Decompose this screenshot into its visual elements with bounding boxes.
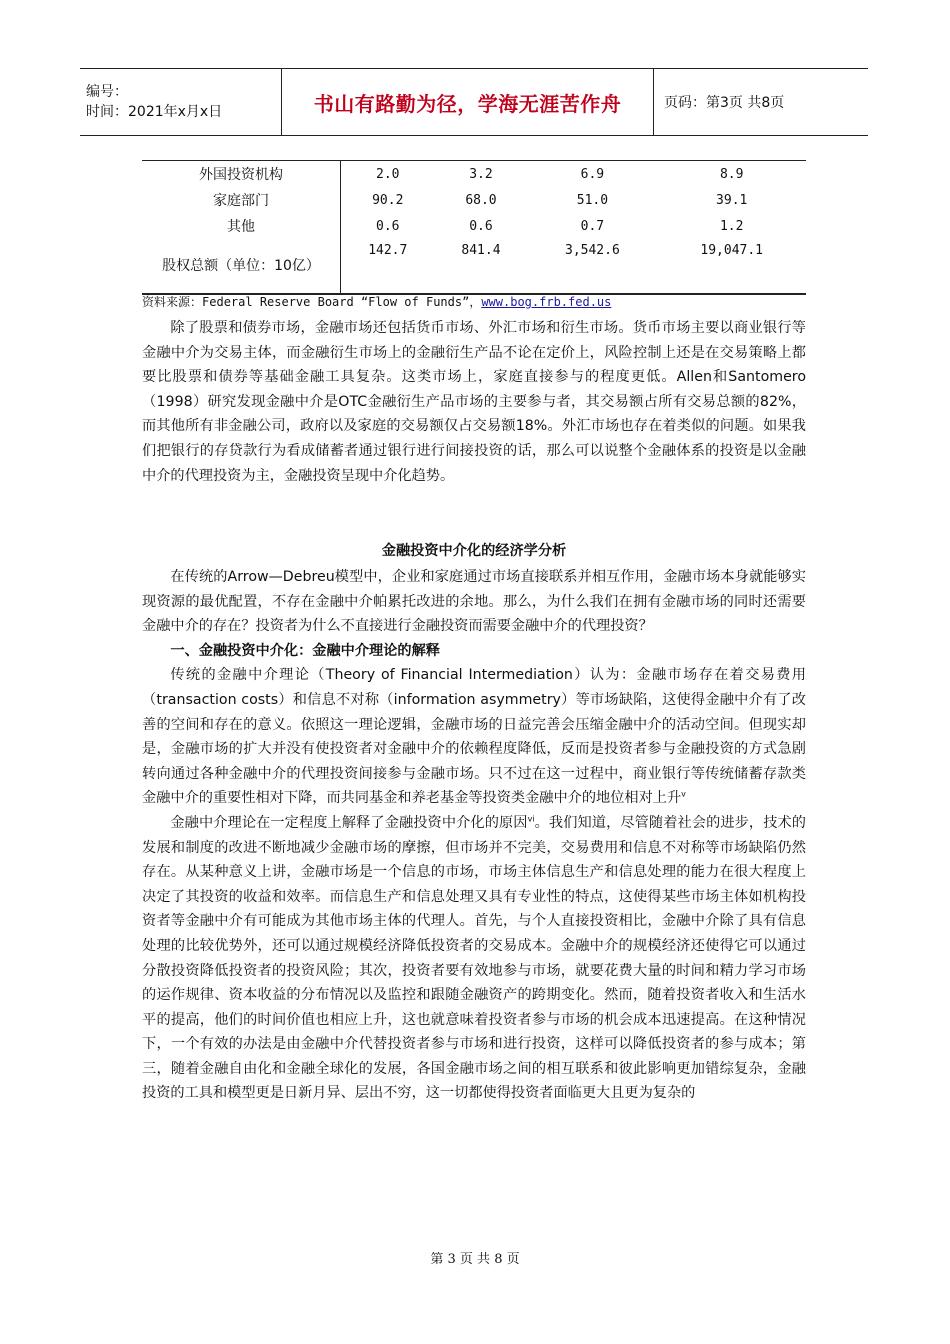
table-cell: 68.0: [465, 192, 497, 208]
table-row: [142, 161, 806, 188]
paragraph: 在传统的Arrow—Debreu模型中，企业和家庭通过市场直接联系并相互作用，金融市场本身就能够实现资源的最优配置，不存在金融中介帕累托改进的余地。那么，为什么我们在拥有金融市场的同时还需要金融中介的存在？投资者为什么不直接进行金融投资而需要金融中介的代理投资？: [142, 569, 806, 635]
equity-holdings-table: [142, 160, 806, 295]
table-cell: 3,542.6: [527, 239, 657, 294]
table-cell: 1.2: [719, 218, 744, 234]
table-cell: 6.9: [527, 161, 657, 188]
subheading: 一、金融投资中介化：金融中介理论的解释: [170, 642, 440, 659]
paragraph: 除了股票和债券市场，金融市场还包括货币市场、外汇市场和衍生市场。货币市场主要以商业银行等金融中介为交易主体，而金融衍生市场上的金融衍生产品不论在定价上，风险控制上还是在交易策略上都要比股票和债券等基础金融工具复杂。这类市场上，家庭直接参与的程度更低。Allen和Santomero（1998）研究发现金融中介是OTC金融衍生产品市场的主要参与者，其交易额占所有交易总额的82%，而其他所有非金融公司，政府以及家庭的交易额仅占交易额18%。外汇市场也存在着类似的问题。如果我们把银行的存贷款行为看成储蓄者通过银行进行间接投资的话，那么可以说整个金融体系的投资是以金融中介的代理投资为主，金融投资呈现中介化趋势。: [142, 320, 806, 484]
paragraph: [142, 811, 806, 1106]
section-title: 金融投资中介化的经济学分析: [381, 543, 567, 559]
table-source-note: [142, 293, 611, 310]
body-section-1: [142, 316, 806, 488]
table-cell: 39.1: [716, 192, 748, 208]
table-cell: 0.6: [376, 218, 400, 234]
table-cell: 90.2: [372, 192, 404, 208]
source-label: 资料来源：: [142, 295, 203, 309]
paragraph-text: 。我们知道，尽管随着社会的进步，技术的发展和制度的改进不断地减少金融市场的摩擦，但市场并不完美，交易费用和信息不对称等市场缺陷仍然存在。从某种意义上讲，金融市场是一个信息的市场，市场主体信息生产和信息处理的能力在很大程度上决定了其投资的收益和效率。而信息生产和信息处理又具有专业性的特点，这使得某些市场主体如机构投资者等金融中介有可能成为其他市场主体的代理人。首先，与个人直接投资相比，金融中介除了具有信息处理的比较优势外，还可以通过规模经济降低投资者的交易成本。金融中介的规模经济还使得它可以通过分散投资降低投资者的投资风险；其次，投资者要有效地参与市场，就要花费大量的时间和精力学习市场的运作规律、资本收益的分布情况以及监控和跟随金融资产的跨期变化。然而，随着投资者收入和生活水平的提高，他们的时间价值也相应上升，这也就意味着投资者参与市场的机会成本迅速提高。在这种情况下，一个有效的办法是由金融中介代替投资者参与市场和进行投资，这样可以降低投资者的参与成本；第三，随着金融自由化和金融全球化的发展，各国金融市场之间的相互联系和彼此影响更加错综复杂，金融投资的工具和模型更是日新月异、层出不穷，这一切都使得投资者面临更大且更为复杂的: [142, 814, 806, 1102]
paragraph: [142, 663, 806, 811]
table-row: [142, 213, 806, 239]
endnote-marker[interactable]: vi: [527, 814, 535, 824]
endnote-marker[interactable]: v: [681, 789, 686, 799]
header-page-number: [654, 69, 868, 135]
table-cell: 0.6: [469, 218, 493, 234]
row-label: 其他: [142, 213, 341, 239]
document-date-label: 时间：2021年x月x日: [86, 104, 223, 120]
row-label: 家庭部门: [142, 187, 341, 213]
table-row: [142, 239, 806, 294]
table-cell: 3.2: [435, 161, 528, 188]
paragraph-text: 金融中介理论在一定程度上解释了金融投资中介化的原因: [170, 814, 528, 831]
table-cell: 8.9: [657, 161, 806, 188]
table-row: [142, 187, 806, 213]
body-section-2: [142, 565, 806, 1106]
table-cell: 841.4: [435, 239, 528, 294]
table-cell: 51.0: [576, 192, 609, 208]
table-cell: 2.0: [341, 161, 435, 188]
table-cell: 0.7: [580, 218, 605, 234]
source-link[interactable]: www.bog.frb.fed.us: [481, 295, 612, 309]
source-text: Federal Reserve Board “Flow of Funds”，: [202, 295, 482, 309]
table-cell: 142.7: [341, 239, 435, 294]
paragraph-text: 传统的金融中介理论（Theory of Financial Intermediation）认为：金融市场存在着交易费用（transaction costs）和信息不对称（information asymmetry）等市场缺陷，这使得金融中介有了改善的空间和存在的意义。依照这一理论逻辑，金融市场的日益完善会压缩金融中介的活动空间。但现实却是，金融市场的扩大并没有使投资者对金融中介的依赖程度降低，反而是投资者参与金融投资的方式急剧转向通过各种金融中介的代理投资间接参与金融市场。只不过在这一过程中，商业银行等传统储蓄存款类金融中介的重要性相对下降，而共同基金和养老基金等投资类金融中介的地位相对上升: [142, 667, 806, 807]
row-label: 股权总额（单位：10亿）: [142, 239, 341, 294]
row-label: 外国投资机构: [142, 161, 341, 188]
page-header: [80, 68, 868, 136]
motto-text: 书山有路勤为径，学海无涯苦作舟: [313, 91, 622, 116]
table-cell: 19,047.1: [657, 239, 806, 294]
document-number-label: 编号：: [86, 84, 128, 100]
header-meta: [80, 69, 282, 135]
page-number-label: 页码：第3页 共8页: [664, 95, 785, 111]
header-motto: [282, 69, 654, 135]
page-footer: 第 3 页 共 8 页: [430, 1252, 520, 1267]
